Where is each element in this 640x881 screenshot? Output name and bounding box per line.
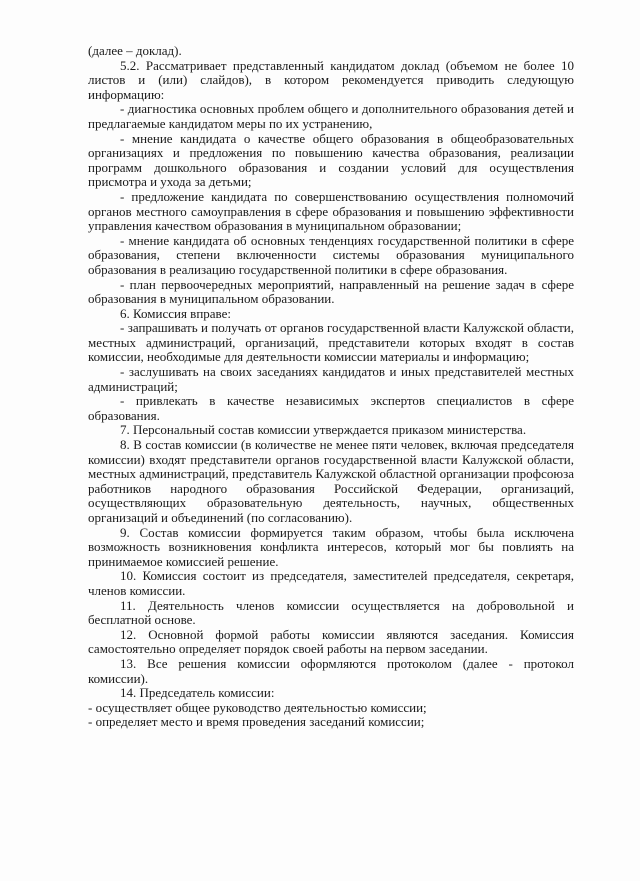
paragraph-6-item-hear-candidates: - заслушивать на своих заседаниях кандидатов и иных представителей местных администраций; — [88, 364, 574, 394]
paragraph-14: 14. Председатель комиссии: — [120, 685, 275, 701]
paragraph-5-2-item-action-plan: - план первоочередных мероприятий, направленный на решение задач в сфере образования в муниципальном образовании. — [88, 276, 574, 307]
paragraph-7: 7. Персональный состав комиссии утверждается приказом министерства. — [120, 422, 527, 438]
paragraph-14-item-general-management: - осуществляет общее руководство деятельностью комиссии; — [88, 699, 427, 715]
paragraph-5-2-item-improvement-proposal: - предложение кандидата по совершенствованию осуществления полномочий органов местного самоуправления в сфере образования и повышению эффективности управления качеством образования в муниципальном образовании; — [88, 188, 574, 234]
paragraph-13: 13. Все решения комиссии оформляются протоколом (далее - протокол комиссии). — [88, 655, 574, 686]
paragraph-14-item-meeting-schedule: - определяет место и время проведения заседаний комиссии; — [88, 714, 425, 730]
paragraph-5-2-item-policy-trends: - мнение кандидата об основных тенденциях государственной политики в сфере образования, степени включенности системы образования муниципального образования в реализацию государственной политики в сфере образования. — [88, 232, 574, 277]
paragraph-6-item-request-materials: - запрашивать и получать от органов государственной власти Калужской области, местных администраций, организаций, представители которых входят в состав комиссии, необходимые для деятельности комиссии материалы и информацию; — [88, 320, 574, 365]
paragraph-6-item-engage-experts: - привлекать в качестве независимых экспертов специалистов в сфере образования. — [88, 393, 574, 423]
paragraph-11: 11. Деятельность членов комиссии осуществляется на добровольной и бесплатной основе. — [88, 597, 574, 628]
paragraph-10: 10. Комиссия состоит из председателя, заместителей председателя, секретаря, членов комиссии. — [88, 568, 574, 598]
paragraph-6: 6. Комиссия вправе: — [120, 305, 231, 321]
paragraph-12: 12. Основной формой работы комиссии являются заседания. Комиссия самостоятельно определяет порядок своей работы на первом заседании. — [88, 626, 574, 657]
document-body — [88, 44, 574, 730]
paragraph-5-2-item-quality-opinion: - мнение кандидата о качестве общего образования в общеобразовательных организациях и предложения по повышению качества образования, реализации программ дошкольного образования и создании условий для осуществления присмотра и ухода за детьми; — [88, 130, 574, 190]
paragraph-5-2-item-diagnostics: - диагностика основных проблем общего и дополнительного образования детей и предлагаемые кандидатом меры по их устранению, — [88, 101, 574, 131]
paragraph-9: 9. Состав комиссии формируется таким образом, чтобы была исключена возможность возникновения конфликта интересов, который мог бы повлиять на принимаемое комиссией решение. — [88, 524, 574, 569]
paragraph-report-continuation: (далее – доклад). — [88, 43, 182, 58]
paragraph-8: 8. В состав комиссии (в количестве не менее пяти человек, включая председателя комиссии) входят представители органов государственной власти Калужской области, местных администраций, представитель Калужской областной организации профсоюза работников народного образования Российской Федерации, организаций, осуществляющих образовательную деятельность, научных, общественных организаций и объединений (по согласованию). — [88, 437, 574, 525]
paragraph-5-2: 5.2. Рассматривает представленный кандидатом доклад (объемом не более 10 листов и (или) слайдов), в котором рекомендуется приводить следующую информацию: — [88, 57, 574, 102]
